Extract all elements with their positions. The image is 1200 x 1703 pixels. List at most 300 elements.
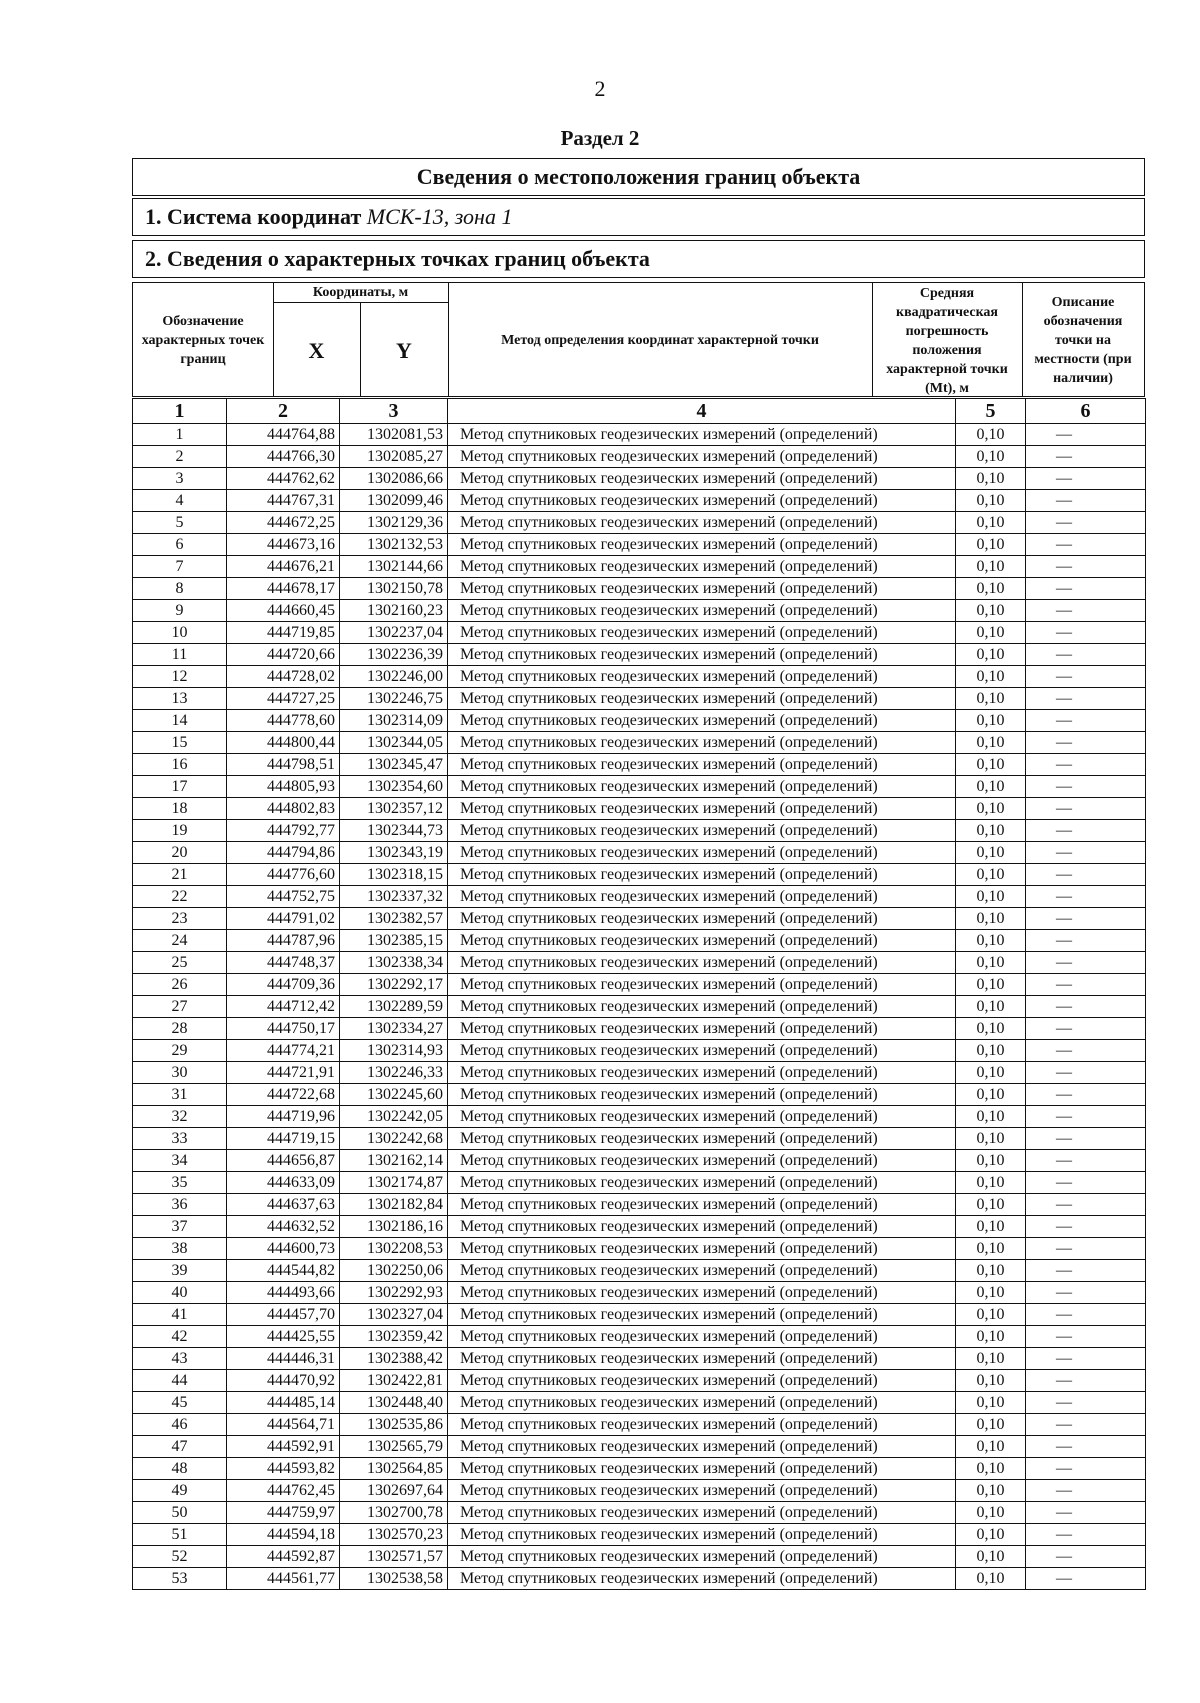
header-y: Y bbox=[396, 338, 412, 363]
description-cell: — bbox=[1026, 1392, 1146, 1414]
table-row bbox=[133, 908, 1146, 930]
x-coordinate-cell: 444787,96 bbox=[227, 930, 340, 952]
section-title: Раздел 2 bbox=[560, 126, 640, 150]
table-row bbox=[133, 424, 1146, 446]
y-coordinate-cell: 1302246,33 bbox=[340, 1062, 448, 1084]
method-cell: Метод спутниковых геодезических измерений (определений) bbox=[448, 1194, 956, 1216]
x-coordinate-cell: 444470,92 bbox=[227, 1370, 340, 1392]
description-cell: — bbox=[1026, 600, 1146, 622]
header-description: Описание обозначения точки на местности (при наличии) bbox=[1034, 295, 1132, 386]
description-cell: — bbox=[1026, 666, 1146, 688]
y-coordinate-cell: 1302132,53 bbox=[340, 534, 448, 556]
description-cell: — bbox=[1026, 1084, 1146, 1106]
description-cell: — bbox=[1026, 1546, 1146, 1568]
y-coordinate-cell: 1302086,66 bbox=[340, 468, 448, 490]
method-cell: Метод спутниковых геодезических измерений (определений) bbox=[448, 1304, 956, 1326]
x-coordinate-cell: 444727,25 bbox=[227, 688, 340, 710]
description-cell: — bbox=[1026, 1282, 1146, 1304]
description-cell: — bbox=[1026, 556, 1146, 578]
point-number-cell: 47 bbox=[133, 1436, 227, 1458]
description-cell: — bbox=[1026, 886, 1146, 908]
point-number-cell: 51 bbox=[133, 1524, 227, 1546]
error-cell: 0,10 bbox=[956, 952, 1026, 974]
error-cell: 0,10 bbox=[956, 776, 1026, 798]
point-number-cell: 16 bbox=[133, 754, 227, 776]
point-number-cell: 12 bbox=[133, 666, 227, 688]
column-number: 2 bbox=[227, 399, 340, 424]
y-coordinate-cell: 1302570,23 bbox=[340, 1524, 448, 1546]
x-coordinate-cell: 444672,25 bbox=[227, 512, 340, 534]
x-coordinate-cell: 444709,36 bbox=[227, 974, 340, 996]
x-coordinate-cell: 444425,55 bbox=[227, 1326, 340, 1348]
error-cell: 0,10 bbox=[956, 1568, 1026, 1590]
x-coordinate-cell: 444637,63 bbox=[227, 1194, 340, 1216]
y-coordinate-cell: 1302129,36 bbox=[340, 512, 448, 534]
error-cell: 0,10 bbox=[956, 490, 1026, 512]
x-coordinate-cell: 444748,37 bbox=[227, 952, 340, 974]
error-cell: 0,10 bbox=[956, 1480, 1026, 1502]
x-coordinate-cell: 444774,21 bbox=[227, 1040, 340, 1062]
x-coordinate-cell: 444778,60 bbox=[227, 710, 340, 732]
page-number: 2 bbox=[594, 76, 606, 101]
x-coordinate-cell: 444719,85 bbox=[227, 622, 340, 644]
point-number-cell: 48 bbox=[133, 1458, 227, 1480]
x-coordinate-cell: 444632,52 bbox=[227, 1216, 340, 1238]
point-number-cell: 6 bbox=[133, 534, 227, 556]
description-cell: — bbox=[1026, 1040, 1146, 1062]
table-row bbox=[133, 1194, 1146, 1216]
description-cell: — bbox=[1026, 1370, 1146, 1392]
table-row bbox=[133, 1392, 1146, 1414]
description-cell: — bbox=[1026, 710, 1146, 732]
y-coordinate-cell: 1302448,40 bbox=[340, 1392, 448, 1414]
point-number-cell: 43 bbox=[133, 1348, 227, 1370]
points-title: 2. Сведения о характерных точках границ объекта bbox=[132, 240, 1145, 278]
y-coordinate-cell: 1302174,87 bbox=[340, 1172, 448, 1194]
y-coordinate-cell: 1302344,73 bbox=[340, 820, 448, 842]
y-coordinate-cell: 1302182,84 bbox=[340, 1194, 448, 1216]
point-number-cell: 38 bbox=[133, 1238, 227, 1260]
error-cell: 0,10 bbox=[956, 1304, 1026, 1326]
method-cell: Метод спутниковых геодезических измерений (определений) bbox=[448, 644, 956, 666]
x-coordinate-cell: 444762,62 bbox=[227, 468, 340, 490]
x-coordinate-cell: 444764,88 bbox=[227, 424, 340, 446]
method-cell: Метод спутниковых геодезических измерений (определений) bbox=[448, 1172, 956, 1194]
error-cell: 0,10 bbox=[956, 1062, 1026, 1084]
y-coordinate-cell: 1302571,57 bbox=[340, 1546, 448, 1568]
error-cell: 0,10 bbox=[956, 710, 1026, 732]
point-number-cell: 5 bbox=[133, 512, 227, 534]
point-number-cell: 39 bbox=[133, 1260, 227, 1282]
y-coordinate-cell: 1302382,57 bbox=[340, 908, 448, 930]
point-number-cell: 29 bbox=[133, 1040, 227, 1062]
method-cell: Метод спутниковых геодезических измерений (определений) bbox=[448, 886, 956, 908]
description-cell: — bbox=[1026, 534, 1146, 556]
point-number-cell: 35 bbox=[133, 1172, 227, 1194]
y-coordinate-cell: 1302150,78 bbox=[340, 578, 448, 600]
method-cell: Метод спутниковых геодезических измерений (определений) bbox=[448, 1040, 956, 1062]
description-cell: — bbox=[1026, 1326, 1146, 1348]
error-cell: 0,10 bbox=[956, 1172, 1026, 1194]
description-cell: — bbox=[1026, 842, 1146, 864]
points-table bbox=[132, 398, 1146, 1590]
header-coordinates: Координаты, м bbox=[273, 283, 448, 303]
method-cell: Метод спутниковых геодезических измерений (определений) bbox=[448, 468, 956, 490]
description-cell: — bbox=[1026, 1150, 1146, 1172]
x-coordinate-cell: 444722,68 bbox=[227, 1084, 340, 1106]
method-cell: Метод спутниковых геодезических измерений (определений) bbox=[448, 666, 956, 688]
table-row bbox=[133, 1326, 1146, 1348]
description-cell: — bbox=[1026, 1128, 1146, 1150]
y-coordinate-cell: 1302357,12 bbox=[340, 798, 448, 820]
x-coordinate-cell: 444721,91 bbox=[227, 1062, 340, 1084]
y-coordinate-cell: 1302388,42 bbox=[340, 1348, 448, 1370]
y-coordinate-cell: 1302344,05 bbox=[340, 732, 448, 754]
table-row bbox=[133, 1018, 1146, 1040]
error-cell: 0,10 bbox=[956, 1084, 1026, 1106]
method-cell: Метод спутниковых геодезических измерений (определений) bbox=[448, 1524, 956, 1546]
description-cell: — bbox=[1026, 1502, 1146, 1524]
point-number-cell: 33 bbox=[133, 1128, 227, 1150]
point-number-cell: 11 bbox=[133, 644, 227, 666]
table-row bbox=[133, 1150, 1146, 1172]
point-number-cell: 40 bbox=[133, 1282, 227, 1304]
description-cell: — bbox=[1026, 820, 1146, 842]
table-row bbox=[133, 688, 1146, 710]
x-coordinate-cell: 444800,44 bbox=[227, 732, 340, 754]
table-row bbox=[133, 1436, 1146, 1458]
description-cell: — bbox=[1026, 1414, 1146, 1436]
column-number: 4 bbox=[448, 399, 956, 424]
method-cell: Метод спутниковых геодезических измерений (определений) bbox=[448, 1392, 956, 1414]
y-coordinate-cell: 1302697,64 bbox=[340, 1480, 448, 1502]
method-cell: Метод спутниковых геодезических измерений (определений) bbox=[448, 908, 956, 930]
description-cell: — bbox=[1026, 864, 1146, 886]
y-coordinate-cell: 1302242,68 bbox=[340, 1128, 448, 1150]
description-cell: — bbox=[1026, 974, 1146, 996]
point-number-cell: 9 bbox=[133, 600, 227, 622]
error-cell: 0,10 bbox=[956, 468, 1026, 490]
point-number-cell: 28 bbox=[133, 1018, 227, 1040]
y-coordinate-cell: 1302334,27 bbox=[340, 1018, 448, 1040]
table-row bbox=[133, 1414, 1146, 1436]
table-row bbox=[133, 1238, 1146, 1260]
error-cell: 0,10 bbox=[956, 1502, 1026, 1524]
table-row bbox=[133, 490, 1146, 512]
description-cell: — bbox=[1026, 1304, 1146, 1326]
point-number-cell: 17 bbox=[133, 776, 227, 798]
point-number-cell: 26 bbox=[133, 974, 227, 996]
error-cell: 0,10 bbox=[956, 424, 1026, 446]
column-number: 5 bbox=[956, 399, 1026, 424]
x-coordinate-cell: 444766,30 bbox=[227, 446, 340, 468]
method-cell: Метод спутниковых геодезических измерений (определений) bbox=[448, 1348, 956, 1370]
error-cell: 0,10 bbox=[956, 864, 1026, 886]
y-coordinate-cell: 1302422,81 bbox=[340, 1370, 448, 1392]
description-cell: — bbox=[1026, 1172, 1146, 1194]
y-coordinate-cell: 1302245,60 bbox=[340, 1084, 448, 1106]
table-row bbox=[133, 1282, 1146, 1304]
description-cell: — bbox=[1026, 930, 1146, 952]
header-method: Метод определения координат характерной точки bbox=[501, 333, 819, 348]
error-cell: 0,10 bbox=[956, 1238, 1026, 1260]
error-cell: 0,10 bbox=[956, 1524, 1026, 1546]
point-number-cell: 22 bbox=[133, 886, 227, 908]
method-cell: Метод спутниковых геодезических измерений (определений) bbox=[448, 1436, 956, 1458]
x-coordinate-cell: 444792,77 bbox=[227, 820, 340, 842]
table-row bbox=[133, 1260, 1146, 1282]
method-cell: Метод спутниковых геодезических измерений (определений) bbox=[448, 1546, 956, 1568]
method-cell: Метод спутниковых геодезических измерений (определений) bbox=[448, 688, 956, 710]
method-cell: Метод спутниковых геодезических измерений (определений) bbox=[448, 1568, 956, 1590]
y-coordinate-cell: 1302160,23 bbox=[340, 600, 448, 622]
error-cell: 0,10 bbox=[956, 446, 1026, 468]
y-coordinate-cell: 1302246,00 bbox=[340, 666, 448, 688]
y-coordinate-cell: 1302565,79 bbox=[340, 1436, 448, 1458]
point-number-cell: 19 bbox=[133, 820, 227, 842]
x-coordinate-cell: 444802,83 bbox=[227, 798, 340, 820]
coord-system bbox=[132, 198, 1145, 236]
header-designation: Обозначение характерных точек границ bbox=[141, 314, 265, 367]
error-cell: 0,10 bbox=[956, 732, 1026, 754]
description-cell: — bbox=[1026, 952, 1146, 974]
y-coordinate-cell: 1302237,04 bbox=[340, 622, 448, 644]
error-cell: 0,10 bbox=[956, 886, 1026, 908]
point-number-cell: 10 bbox=[133, 622, 227, 644]
x-coordinate-cell: 444592,91 bbox=[227, 1436, 340, 1458]
method-cell: Метод спутниковых геодезических измерений (определений) bbox=[448, 1282, 956, 1304]
y-coordinate-cell: 1302144,66 bbox=[340, 556, 448, 578]
table-row bbox=[133, 1524, 1146, 1546]
error-cell: 0,10 bbox=[956, 556, 1026, 578]
method-cell: Метод спутниковых геодезических измерений (определений) bbox=[448, 842, 956, 864]
column-number: 3 bbox=[340, 399, 448, 424]
x-coordinate-cell: 444593,82 bbox=[227, 1458, 340, 1480]
x-coordinate-cell: 444805,93 bbox=[227, 776, 340, 798]
table-row bbox=[133, 1304, 1146, 1326]
x-coordinate-cell: 444660,45 bbox=[227, 600, 340, 622]
table-row bbox=[133, 930, 1146, 952]
description-cell: — bbox=[1026, 1018, 1146, 1040]
method-cell: Метод спутниковых геодезических измерений (определений) bbox=[448, 732, 956, 754]
method-cell: Метод спутниковых геодезических измерений (определений) bbox=[448, 622, 956, 644]
method-cell: Метод спутниковых геодезических измерений (определений) bbox=[448, 930, 956, 952]
table-row bbox=[133, 556, 1146, 578]
table-row bbox=[133, 798, 1146, 820]
description-cell: — bbox=[1026, 1524, 1146, 1546]
table-row bbox=[133, 776, 1146, 798]
point-number-cell: 18 bbox=[133, 798, 227, 820]
y-coordinate-cell: 1302292,93 bbox=[340, 1282, 448, 1304]
description-cell: — bbox=[1026, 1194, 1146, 1216]
point-number-cell: 8 bbox=[133, 578, 227, 600]
method-cell: Метод спутниковых геодезических измерений (определений) bbox=[448, 864, 956, 886]
description-cell: — bbox=[1026, 996, 1146, 1018]
y-coordinate-cell: 1302246,75 bbox=[340, 688, 448, 710]
method-cell: Метод спутниковых геодезических измерений (определений) bbox=[448, 1106, 956, 1128]
table-row bbox=[133, 1458, 1146, 1480]
description-cell: — bbox=[1026, 622, 1146, 644]
point-number-cell: 31 bbox=[133, 1084, 227, 1106]
error-cell: 0,10 bbox=[956, 1128, 1026, 1150]
x-coordinate-cell: 444564,71 bbox=[227, 1414, 340, 1436]
table-row bbox=[133, 886, 1146, 908]
method-cell: Метод спутниковых геодезических измерений (определений) bbox=[448, 974, 956, 996]
error-cell: 0,10 bbox=[956, 1282, 1026, 1304]
point-number-cell: 46 bbox=[133, 1414, 227, 1436]
table-row bbox=[133, 1216, 1146, 1238]
method-cell: Метод спутниковых геодезических измерений (определений) bbox=[448, 952, 956, 974]
table-row bbox=[133, 1106, 1146, 1128]
method-cell: Метод спутниковых геодезических измерений (определений) bbox=[448, 490, 956, 512]
y-coordinate-cell: 1302208,53 bbox=[340, 1238, 448, 1260]
error-cell: 0,10 bbox=[956, 1414, 1026, 1436]
table-row bbox=[133, 1172, 1146, 1194]
points-table-body bbox=[133, 399, 1146, 1590]
description-cell: — bbox=[1026, 1458, 1146, 1480]
point-number-cell: 49 bbox=[133, 1480, 227, 1502]
error-cell: 0,10 bbox=[956, 578, 1026, 600]
x-coordinate-cell: 444656,87 bbox=[227, 1150, 340, 1172]
table-row bbox=[133, 468, 1146, 490]
y-coordinate-cell: 1302186,16 bbox=[340, 1216, 448, 1238]
coord-system-label: 1. Система координат bbox=[145, 204, 362, 229]
error-cell: 0,10 bbox=[956, 1040, 1026, 1062]
table-row bbox=[133, 996, 1146, 1018]
y-coordinate-cell: 1302292,17 bbox=[340, 974, 448, 996]
point-number-cell: 4 bbox=[133, 490, 227, 512]
x-coordinate-cell: 444676,21 bbox=[227, 556, 340, 578]
x-coordinate-cell: 444673,16 bbox=[227, 534, 340, 556]
table-row bbox=[133, 578, 1146, 600]
column-number: 6 bbox=[1026, 399, 1146, 424]
description-cell: — bbox=[1026, 1568, 1146, 1590]
y-coordinate-cell: 1302327,04 bbox=[340, 1304, 448, 1326]
point-number-cell: 37 bbox=[133, 1216, 227, 1238]
point-number-cell: 14 bbox=[133, 710, 227, 732]
point-number-cell: 53 bbox=[133, 1568, 227, 1590]
description-cell: — bbox=[1026, 424, 1146, 446]
y-coordinate-cell: 1302314,93 bbox=[340, 1040, 448, 1062]
table-row bbox=[133, 534, 1146, 556]
description-cell: — bbox=[1026, 1238, 1146, 1260]
method-cell: Метод спутниковых геодезических измерений (определений) bbox=[448, 578, 956, 600]
description-cell: — bbox=[1026, 446, 1146, 468]
table-row bbox=[133, 952, 1146, 974]
table-row bbox=[133, 600, 1146, 622]
table-row bbox=[133, 644, 1146, 666]
method-cell: Метод спутниковых геодезических измерений (определений) bbox=[448, 556, 956, 578]
error-cell: 0,10 bbox=[956, 1348, 1026, 1370]
y-coordinate-cell: 1302085,27 bbox=[340, 446, 448, 468]
point-number-cell: 7 bbox=[133, 556, 227, 578]
x-coordinate-cell: 444791,02 bbox=[227, 908, 340, 930]
x-coordinate-cell: 444633,09 bbox=[227, 1172, 340, 1194]
error-cell: 0,10 bbox=[956, 1216, 1026, 1238]
method-cell: Метод спутниковых геодезических измерений (определений) bbox=[448, 1370, 956, 1392]
y-coordinate-cell: 1302345,47 bbox=[340, 754, 448, 776]
method-cell: Метод спутниковых геодезических измерений (определений) bbox=[448, 1084, 956, 1106]
header-x: X bbox=[308, 338, 325, 363]
error-cell: 0,10 bbox=[956, 1458, 1026, 1480]
method-cell: Метод спутниковых геодезических измерений (определений) bbox=[448, 1458, 956, 1480]
description-cell: — bbox=[1026, 1480, 1146, 1502]
y-coordinate-cell: 1302343,19 bbox=[340, 842, 448, 864]
table-row bbox=[133, 842, 1146, 864]
y-coordinate-cell: 1302318,15 bbox=[340, 864, 448, 886]
table-row bbox=[133, 1062, 1146, 1084]
method-cell: Метод спутниковых геодезических измерений (определений) bbox=[448, 798, 956, 820]
table-row bbox=[133, 1502, 1146, 1524]
description-cell: — bbox=[1026, 512, 1146, 534]
point-number-cell: 41 bbox=[133, 1304, 227, 1326]
point-number-cell: 50 bbox=[133, 1502, 227, 1524]
description-cell: — bbox=[1026, 1436, 1146, 1458]
error-cell: 0,10 bbox=[956, 1392, 1026, 1414]
y-coordinate-cell: 1302354,60 bbox=[340, 776, 448, 798]
column-numbers-row bbox=[133, 399, 1146, 424]
method-cell: Метод спутниковых геодезических измерений (определений) bbox=[448, 996, 956, 1018]
method-cell: Метод спутниковых геодезических измерений (определений) bbox=[448, 710, 956, 732]
y-coordinate-cell: 1302162,14 bbox=[340, 1150, 448, 1172]
x-coordinate-cell: 444678,17 bbox=[227, 578, 340, 600]
point-number-cell: 24 bbox=[133, 930, 227, 952]
point-number-cell: 36 bbox=[133, 1194, 227, 1216]
table-row bbox=[133, 622, 1146, 644]
method-cell: Метод спутниковых геодезических измерений (определений) bbox=[448, 1414, 956, 1436]
error-cell: 0,10 bbox=[956, 798, 1026, 820]
table-header bbox=[132, 282, 1145, 397]
error-cell: 0,10 bbox=[956, 1150, 1026, 1172]
x-coordinate-cell: 444798,51 bbox=[227, 754, 340, 776]
table-row bbox=[133, 1084, 1146, 1106]
x-coordinate-cell: 444485,14 bbox=[227, 1392, 340, 1414]
table-row bbox=[133, 974, 1146, 996]
x-coordinate-cell: 444750,17 bbox=[227, 1018, 340, 1040]
y-coordinate-cell: 1302289,59 bbox=[340, 996, 448, 1018]
y-coordinate-cell: 1302359,42 bbox=[340, 1326, 448, 1348]
error-cell: 0,10 bbox=[956, 1106, 1026, 1128]
point-number-cell: 23 bbox=[133, 908, 227, 930]
y-coordinate-cell: 1302099,46 bbox=[340, 490, 448, 512]
error-cell: 0,10 bbox=[956, 842, 1026, 864]
point-number-cell: 2 bbox=[133, 446, 227, 468]
description-cell: — bbox=[1026, 688, 1146, 710]
error-cell: 0,10 bbox=[956, 688, 1026, 710]
method-cell: Метод спутниковых геодезических измерений (определений) bbox=[448, 1150, 956, 1172]
description-cell: — bbox=[1026, 644, 1146, 666]
x-coordinate-cell: 444493,66 bbox=[227, 1282, 340, 1304]
table-row bbox=[133, 1040, 1146, 1062]
y-coordinate-cell: 1302250,06 bbox=[340, 1260, 448, 1282]
error-cell: 0,10 bbox=[956, 1018, 1026, 1040]
point-number-cell: 25 bbox=[133, 952, 227, 974]
description-cell: — bbox=[1026, 908, 1146, 930]
y-coordinate-cell: 1302338,34 bbox=[340, 952, 448, 974]
table-row bbox=[133, 1370, 1146, 1392]
y-coordinate-cell: 1302385,15 bbox=[340, 930, 448, 952]
method-cell: Метод спутниковых геодезических измерений (определений) bbox=[448, 754, 956, 776]
point-number-cell: 1 bbox=[133, 424, 227, 446]
table-row bbox=[133, 754, 1146, 776]
error-cell: 0,10 bbox=[956, 1436, 1026, 1458]
error-cell: 0,10 bbox=[956, 930, 1026, 952]
description-cell: — bbox=[1026, 776, 1146, 798]
method-cell: Метод спутниковых геодезических измерений (определений) bbox=[448, 1238, 956, 1260]
y-coordinate-cell: 1302242,05 bbox=[340, 1106, 448, 1128]
x-coordinate-cell: 444544,82 bbox=[227, 1260, 340, 1282]
point-number-cell: 30 bbox=[133, 1062, 227, 1084]
